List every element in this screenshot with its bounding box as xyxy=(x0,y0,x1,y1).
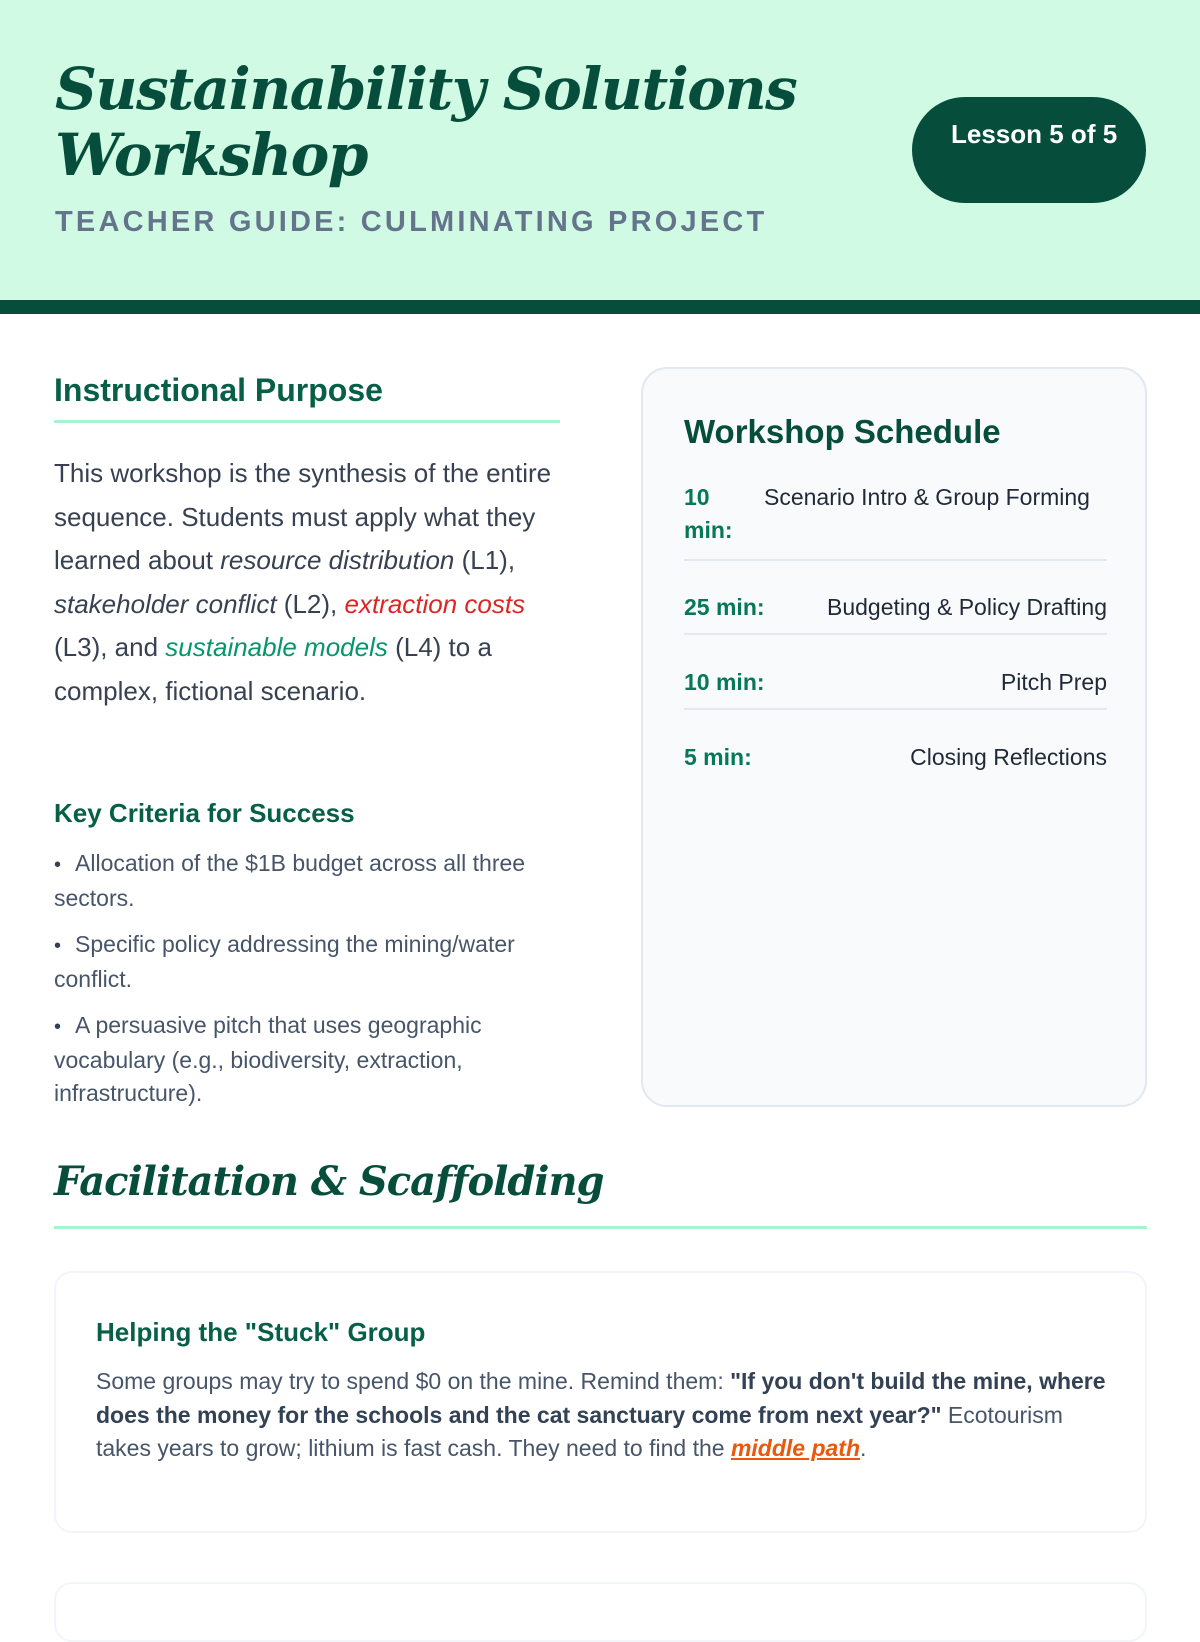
purpose-text-segment: (L2), xyxy=(276,588,345,619)
page-subtitle: TEACHER GUIDE: CULMINATING PROJECT xyxy=(55,206,768,238)
tip-text-segment: Some groups may try to spend $0 on the mine. Remind them: xyxy=(96,1368,731,1394)
schedule-time: 5 min: xyxy=(684,744,752,770)
purpose-text-segment: (L3), and xyxy=(54,632,166,662)
purpose-paragraph xyxy=(54,452,564,713)
purpose-text-segment: (L1), xyxy=(454,545,516,575)
stuck-group-tip-card xyxy=(54,1271,1147,1533)
criteria-heading: Key Criteria for Success xyxy=(54,798,355,828)
tip-text-segment: . xyxy=(860,1435,867,1461)
lesson-badge: Lesson 5 of 5 xyxy=(912,97,1146,203)
purpose-text-segment: (L4) to a complex, fictional scenario. xyxy=(54,632,492,706)
middle-path-emphasis: middle path xyxy=(730,1435,861,1461)
schedule-activity: Pitch Prep xyxy=(1000,669,1107,695)
purpose-text-segment: This workshop is the synthesis of the entire sequence. Students must apply what they learned about xyxy=(54,458,552,575)
schedule-time: 10 min: xyxy=(684,669,765,695)
term-sustainable-models: sustainable models xyxy=(165,632,388,662)
schedule-row xyxy=(684,591,1107,635)
schedule-time: 10 min: xyxy=(684,484,733,543)
purpose-divider xyxy=(54,420,560,423)
term-stakeholder-conflict: stakeholder conflict xyxy=(54,588,277,619)
purpose-heading: Instructional Purpose xyxy=(54,372,383,408)
schedule-row xyxy=(684,741,1107,785)
tip-paragraph xyxy=(96,1365,1106,1466)
schedule-row xyxy=(684,481,1107,561)
term-resource-distribution: resource distribution xyxy=(220,545,455,575)
criteria-item: • A persuasive pitch that uses geographic vocabulary (e.g., biodiversity, extraction, infrastructure). xyxy=(54,1009,544,1110)
schedule-card xyxy=(641,367,1147,1107)
schedule-heading: Workshop Schedule xyxy=(684,413,1001,450)
term-extraction-costs: extraction costs xyxy=(344,588,526,619)
schedule-time: 25 min: xyxy=(684,594,765,620)
header-divider xyxy=(0,300,1200,314)
schedule-activity: Closing Reflections xyxy=(910,744,1107,770)
criteria-list xyxy=(54,847,544,1123)
schedule-activity: Budgeting & Policy Drafting xyxy=(827,594,1107,620)
criteria-item: • Allocation of the $1B budget across all three sectors. xyxy=(54,847,544,915)
tip-quote: "If you don't build the mine, where does the money for the schools and the cat sanctuary come from next year?" xyxy=(96,1368,1106,1428)
schedule-activity: Scenario Intro & Group Forming xyxy=(764,484,1090,510)
criteria-item: • Specific policy addressing the mining/water conflict. xyxy=(54,928,544,996)
facilitation-divider xyxy=(54,1226,1147,1229)
tip-text-segment: Ecotourism takes years to grow; lithium is fast cash. They need to find the xyxy=(96,1401,1063,1461)
facilitation-heading: Facilitation & Scaffolding xyxy=(54,1158,604,1205)
tip-heading: Helping the "Stuck" Group xyxy=(96,1317,426,1347)
schedule-row xyxy=(684,666,1107,710)
page-title: Sustainability Solutions Workshop xyxy=(55,55,797,189)
next-tip-card xyxy=(54,1582,1147,1642)
